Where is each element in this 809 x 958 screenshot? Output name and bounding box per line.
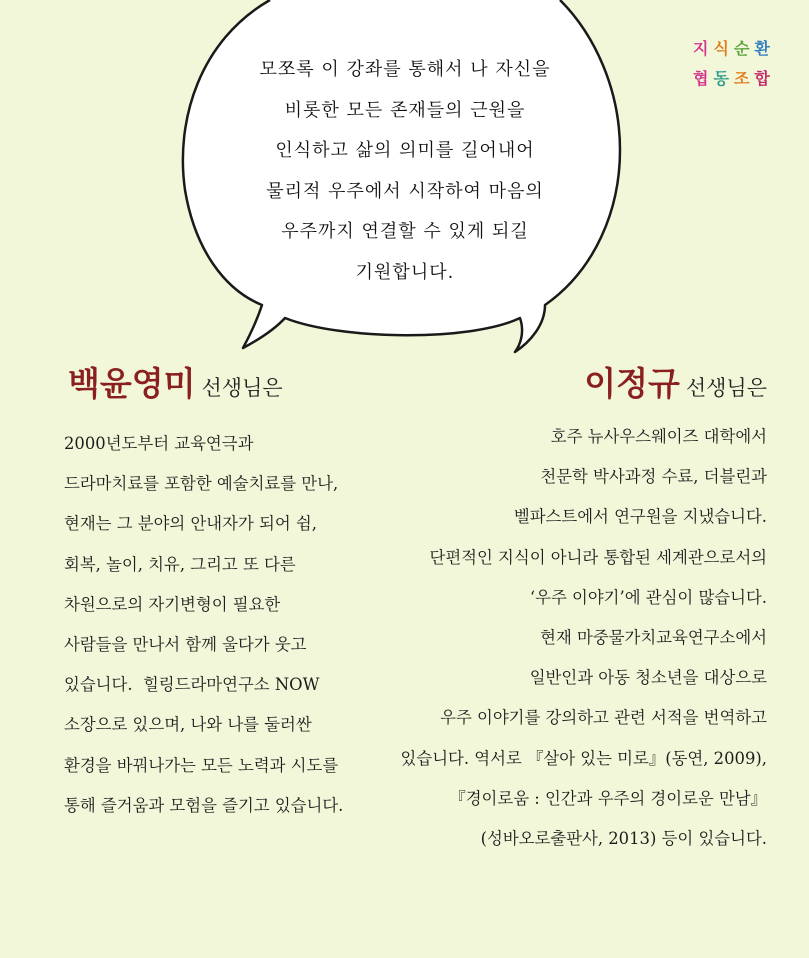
left-teacher-name: 백윤영미 [68,364,196,403]
bio-line: 환경을 바꿔나가는 모든 노력과 시도를 [64,755,339,775]
logo-char: 협 [693,69,709,88]
quote-line: 모쪼록 이 강좌를 통해서 나 자신을 [259,59,551,80]
bio-line: 드라마치료를 포함한 예술치료를 만나, [64,474,339,494]
coop-logo [693,34,775,94]
left-teacher-heading [68,358,283,405]
right-teacher-bio [401,417,767,859]
right-teacher-suffix: 선생님은 [685,376,767,400]
bio-line: 일반인과 아동 청소년을 대상으로 [529,668,767,688]
bio-line: 천문학 박사과정 수료, 더블린과 [540,467,767,487]
bio-line: 있습니다. 역서로 『살아 있는 미로』(동연, 2009), [400,748,767,768]
bio-line: 단편적인 지식이 아니라 통합된 세계관으로서의 [429,547,767,567]
left-teacher-suffix: 선생님은 [201,376,283,400]
quote-line: 기원합니다. [355,261,455,283]
bio-line: 회복, 놀이, 치유, 그리고 또 다른 [64,554,296,574]
bio-line: 소장으로 있으며, 나와 나를 둘러싼 [64,715,312,735]
bio-line: 현재는 그 분야의 안내자가 되어 쉼, [64,514,317,534]
bio-line: 사람들을 만나서 함께 울다가 웃고 [64,635,307,655]
bio-line: 『경이로움 : 인간과 우주의 경이로운 만남』 [449,788,767,808]
bio-line: 우주 이야기를 강의하고 관련 서적을 번역하고 [440,708,767,728]
logo-char: 조 [733,69,750,88]
quote-line: 비롯한 모든 존재들의 근원을 [284,99,526,121]
logo-char: 합 [754,69,770,88]
logo-char: 동 [713,69,729,88]
quote-text [190,50,620,293]
quote-line: 물리적 우주에서 시작하여 마음의 [266,180,544,202]
logo-char: 환 [754,39,770,58]
logo-char: 식 [713,39,729,58]
bio-line: 2000년도부터 교육연극과 [64,434,254,453]
logo-char: 지 [693,39,709,58]
bio-line: 차원으로의 자기변형이 필요한 [64,594,281,614]
logo-row [693,34,775,64]
bio-line: (성바오로출판사, 2013) 등이 있습니다. [480,829,767,849]
bio-line: 통해 즐거움과 모험을 즐기고 있습니다. [64,795,344,815]
bio-line: 있습니다. 힐링드라마연구소 NOW [64,675,320,695]
right-teacher-name: 이정규 [584,364,680,403]
left-teacher-bio [64,424,343,826]
logo-row [693,64,775,94]
bio-line: 현재 마중물가치교육연구소에서 [540,628,767,648]
right-teacher-heading [584,358,767,405]
bio-line: 호주 뉴사우스웨이즈 대학에서 [550,427,767,446]
bio-line: ‘우주 이야기’에 관심이 많습니다. [529,587,767,607]
bio-line: 벨파스트에서 연구원을 지냈습니다. [513,507,767,527]
logo-char: 순 [733,39,750,58]
quote-line: 우주까지 연결할 수 있게 되길 [281,221,529,242]
quote-line: 인식하고 삶의 의미를 길어내어 [275,140,535,161]
